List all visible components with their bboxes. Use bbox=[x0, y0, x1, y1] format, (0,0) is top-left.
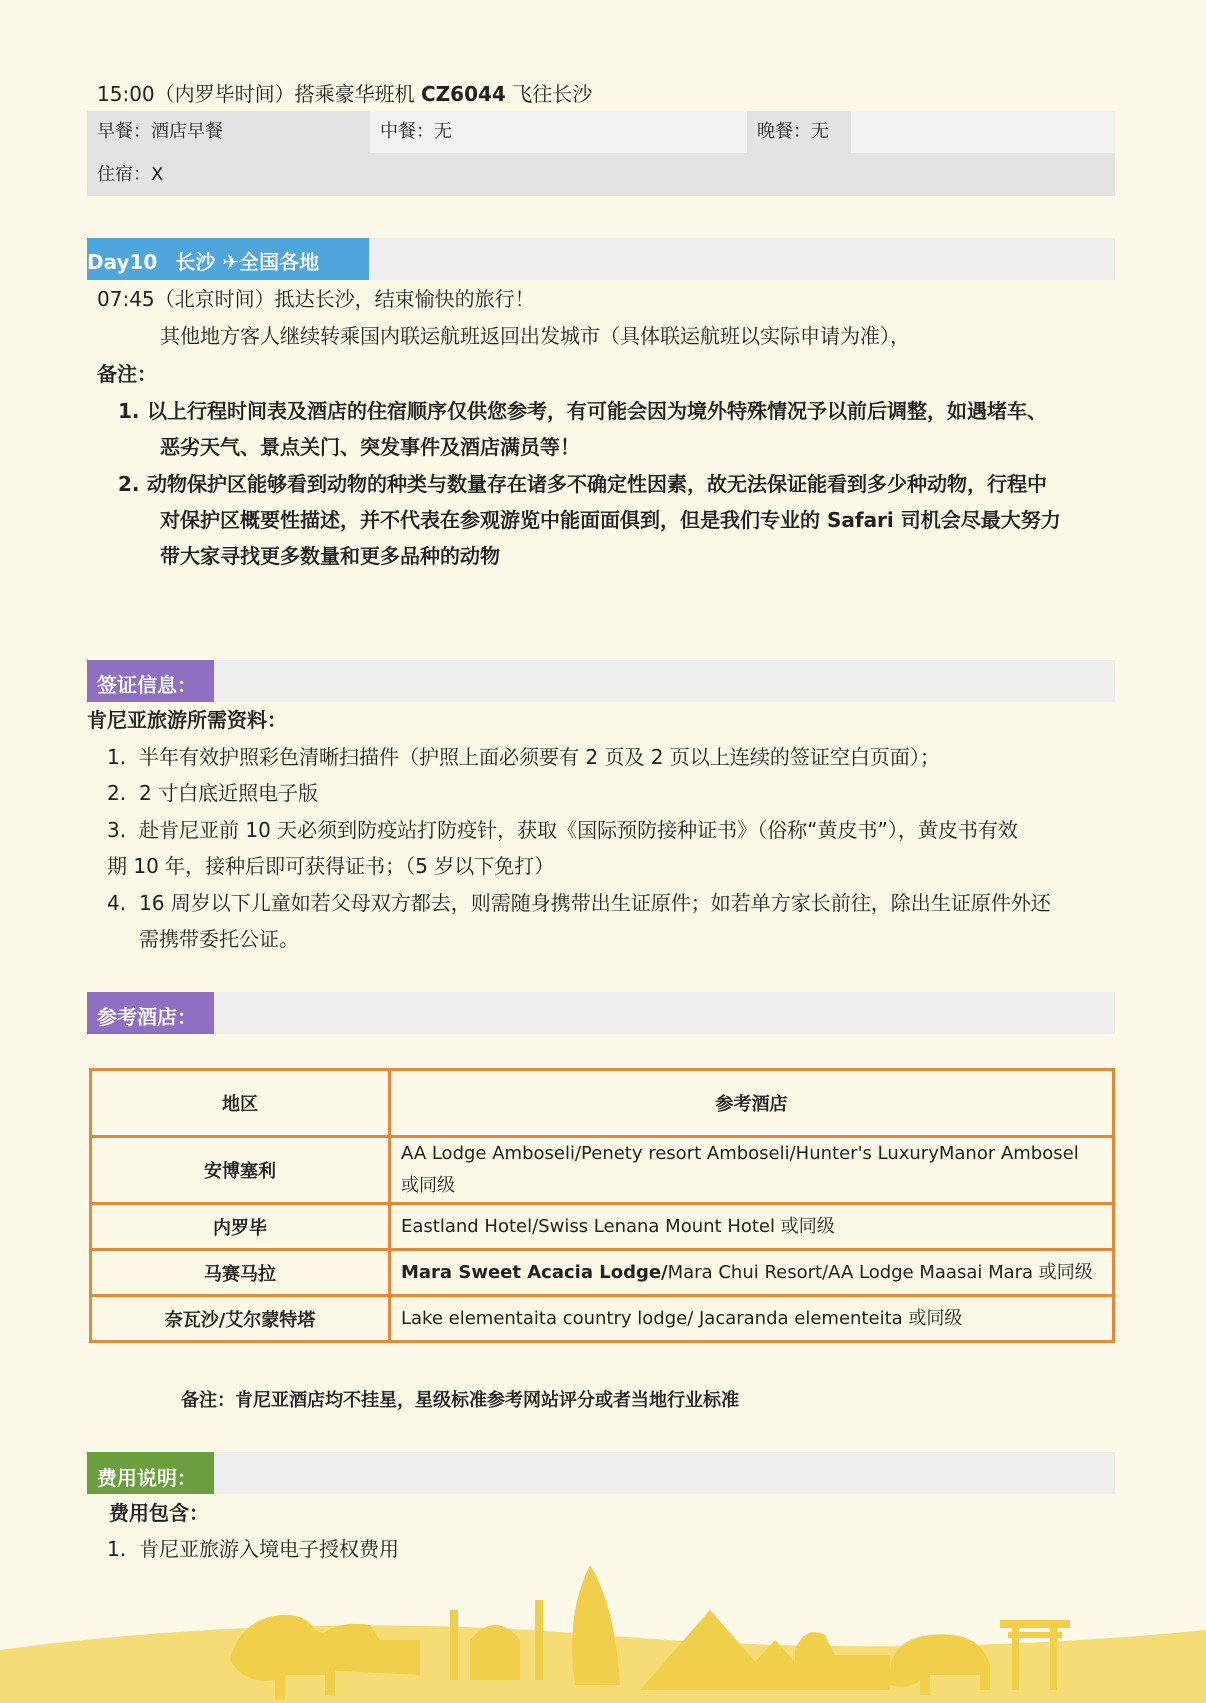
fees-header bbox=[87, 1452, 1115, 1494]
column-header-region: 地区 bbox=[91, 1070, 390, 1137]
visa-item-text: 赴肯尼亚前 10 天必须到防疫站打防疫针，获取《国际预防接种证书》（俗称“黄皮书”），黄皮书有效 bbox=[139, 818, 1018, 842]
flight-code: CZ6044 bbox=[421, 82, 506, 106]
region-cell: 安博塞利 bbox=[91, 1137, 390, 1204]
day10-transfer: 其他地方客人继续转乘国内联运航班返回出发城市（具体联运航班以实际申请为准）， bbox=[160, 324, 910, 348]
visa-item-number: 4. bbox=[107, 891, 127, 915]
fees-item-number: 1. bbox=[107, 1537, 127, 1561]
note-line: 以上行程时间表及酒店的住宿顺序仅供您参考，有可能会因为境外特殊情况予以前后调整，如遇堵车、 bbox=[147, 399, 1047, 423]
hotels-tag: 参考酒店： bbox=[87, 992, 214, 1034]
hotel-cell: Lake elementaita country lodge/ Jacaranda elementeita 或同级 bbox=[390, 1296, 1114, 1342]
hotel-cell bbox=[390, 1250, 1114, 1296]
meal-row bbox=[87, 111, 1115, 153]
dinner-cell: 晚餐：无 bbox=[747, 111, 851, 153]
flight-suffix: 飞往长沙 bbox=[505, 82, 593, 106]
flight-prefix: 15:00（内罗毕时间）搭乘豪华班机 bbox=[97, 82, 421, 106]
visa-item-number: 2. bbox=[107, 781, 127, 805]
breakfast-cell: 早餐：酒店早餐 bbox=[87, 111, 370, 153]
hotels-header bbox=[87, 992, 1115, 1034]
note-line: 对保护区概要性描述，并不代表在参观游览中能面面俱到，但是我们专业的 Safari 司机会尽最大努力 bbox=[160, 508, 1061, 532]
note-line: 带大家寻找更多数量和更多品种的动物 bbox=[160, 544, 500, 568]
hotels-note: 备注：肯尼亚酒店均不挂星，星级标准参考网站评分或者当地行业标准 bbox=[181, 1390, 739, 1411]
visa-tag: 签证信息： bbox=[87, 660, 214, 702]
visa-item-number: 3. bbox=[107, 818, 127, 842]
visa-item-text: 2 寸白底近照电子版 bbox=[139, 781, 319, 805]
region-cell: 奈瓦沙/艾尔蒙特塔 bbox=[91, 1296, 390, 1342]
note-line: 恶劣天气、景点关门、突发事件及酒店满员等！ bbox=[160, 435, 580, 459]
note-line: 动物保护区能够看到动物的种类与数量存在诸多不确定性因素，故无法保证能看到多少种动物，行程中 bbox=[147, 472, 1047, 496]
fees-subtitle: 费用包含： bbox=[109, 1501, 209, 1525]
visa-item-text: 16 周岁以下儿童如若父母双方都去，则需随身携带出生证原件；如若单方家长前往，除出生证原件外还 bbox=[139, 891, 1051, 915]
hotel-table bbox=[89, 1068, 1115, 1343]
visa-header bbox=[87, 660, 1115, 702]
fees-item-text: 肯尼亚旅游入境电子授权费用 bbox=[139, 1537, 399, 1561]
note-number: 2. bbox=[118, 472, 140, 496]
table-row bbox=[91, 1296, 1114, 1342]
travel-skyline-illustration bbox=[0, 1540, 1206, 1703]
day10-arrival: 07:45（北京时间）抵达长沙，结束愉快的旅行！ bbox=[97, 287, 535, 311]
hotel-cell: Eastland Hotel/Swiss Lenana Mount Hotel 或同级 bbox=[390, 1204, 1114, 1250]
hotel-cell: AA Lodge Amboseli/Penety resort Amboseli/Hunter's LuxuryManor Ambosel 或同级 bbox=[390, 1137, 1114, 1204]
fees-tag: 费用说明： bbox=[87, 1452, 214, 1494]
region-cell: 内罗毕 bbox=[91, 1204, 390, 1250]
region-cell: 马赛马拉 bbox=[91, 1250, 390, 1296]
day10-header bbox=[87, 238, 1115, 280]
day10-tag bbox=[87, 238, 369, 280]
lunch-cell: 中餐：无 bbox=[370, 111, 747, 153]
hotel-name: Mara Chui Resort/AA Lodge Maasai Mara 或同级 bbox=[667, 1261, 1093, 1283]
column-header-hotel: 参考酒店 bbox=[390, 1070, 1114, 1137]
meal-empty-cell bbox=[851, 111, 1115, 153]
day10-note-title: 备注： bbox=[97, 362, 157, 386]
table-row bbox=[91, 1204, 1114, 1250]
meal-grid bbox=[87, 111, 1115, 196]
day10-route: 长沙 ✈全国各地 bbox=[175, 250, 320, 274]
hotel-name-bold: Mara Sweet Acacia Lodge/ bbox=[401, 1261, 668, 1283]
visa-item-text: 需携带委托公证。 bbox=[139, 927, 299, 951]
visa-item-number: 1. bbox=[107, 745, 127, 769]
day10-number: Day10 bbox=[87, 250, 158, 274]
lodging-cell: 住宿：X bbox=[87, 153, 1115, 196]
table-row bbox=[91, 1137, 1114, 1204]
table-header-row bbox=[91, 1070, 1114, 1137]
visa-subtitle: 肯尼亚旅游所需资料： bbox=[87, 708, 287, 732]
visa-item-text: 半年有效护照彩色清晰扫描件（护照上面必须要有 2 页及 2 页以上连续的签证空白页面）； bbox=[139, 745, 940, 769]
note-number: 1. bbox=[118, 399, 140, 423]
table-row bbox=[91, 1250, 1114, 1296]
flight-line bbox=[97, 80, 592, 108]
visa-item-text: 期 10 年，接种后即可获得证书；（5 岁以下免打） bbox=[107, 854, 555, 878]
